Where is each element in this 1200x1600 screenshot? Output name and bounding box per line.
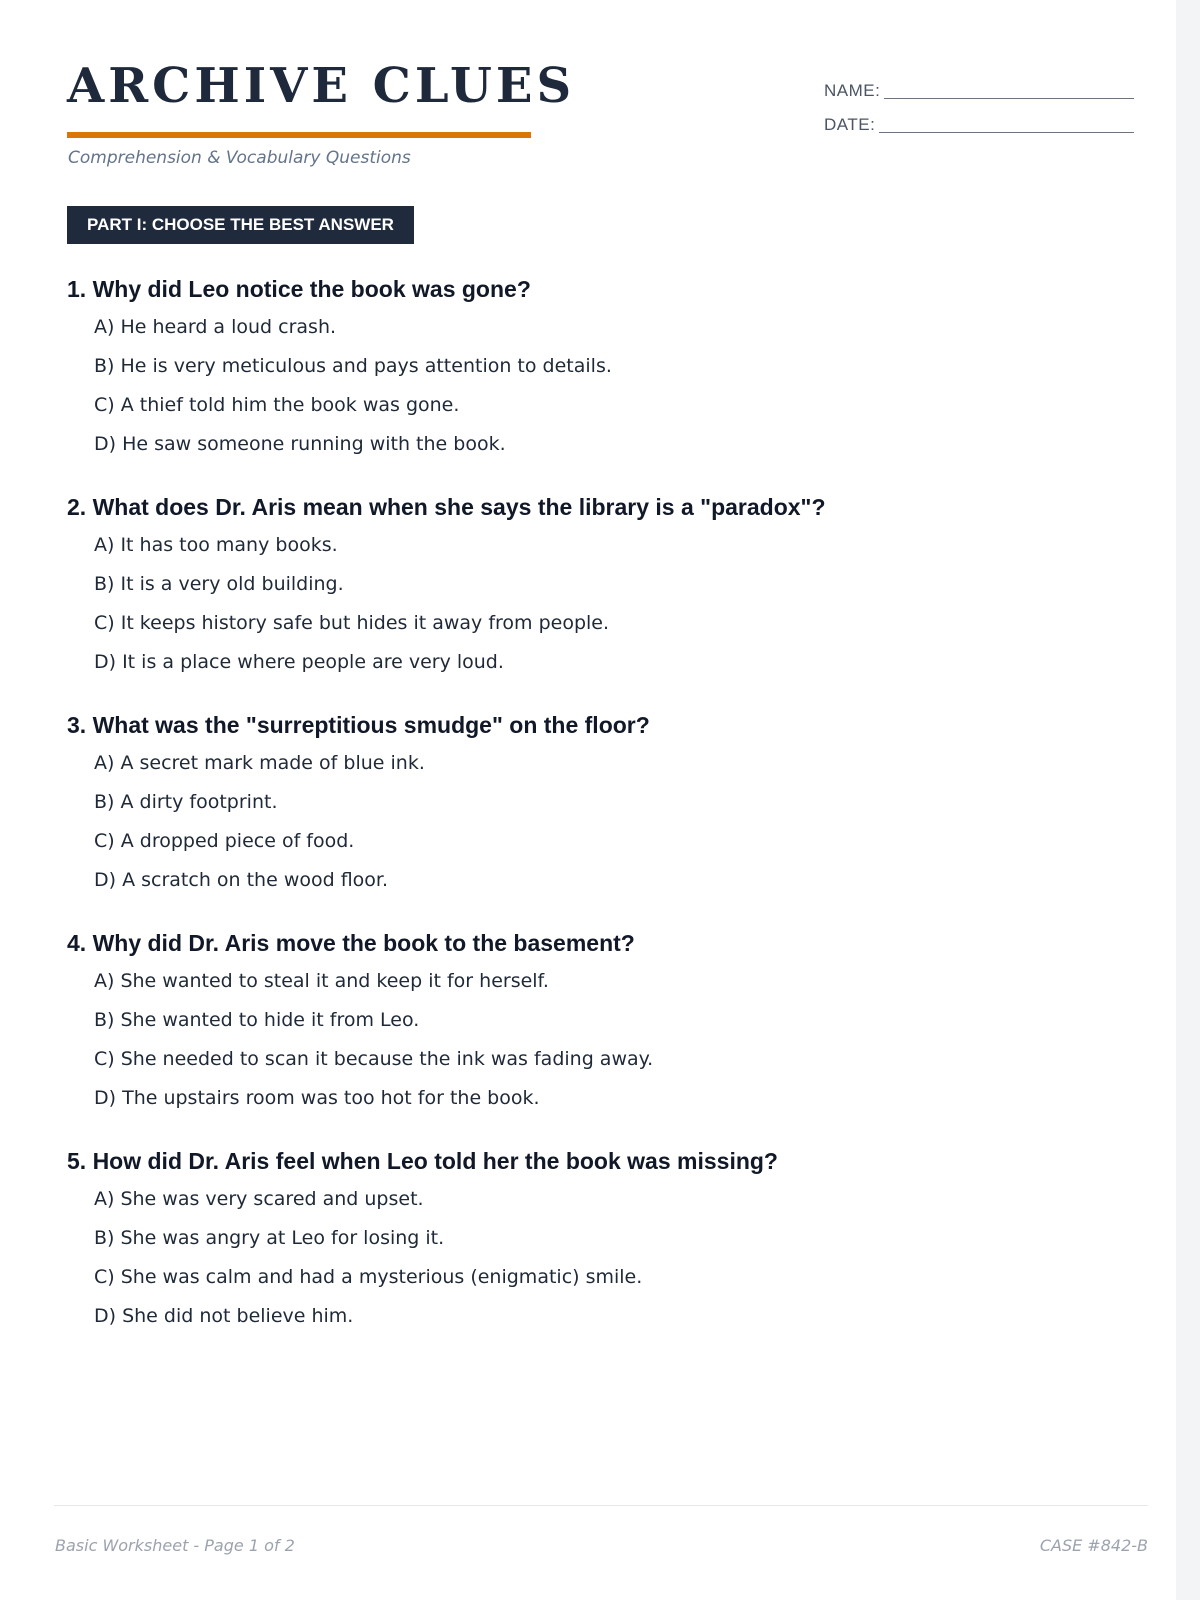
date-field[interactable] <box>824 102 1134 136</box>
answer-option[interactable]: B) It is a very old building. <box>94 573 344 595</box>
answer-option[interactable]: A) It has too many books. <box>94 534 338 556</box>
question-text: 2. What does Dr. Aris mean when she says the library is a "paradox"? <box>67 494 826 520</box>
answer-option[interactable]: B) She wanted to hide it from Leo. <box>94 1009 420 1031</box>
question-5 <box>67 1142 1127 1360</box>
section-heading: PART I: CHOOSE THE BEST ANSWER <box>67 206 414 244</box>
answer-option[interactable]: D) The upstairs room was too hot for the book. <box>94 1087 540 1109</box>
answer-option[interactable]: B) He is very meticulous and pays attention to details. <box>94 355 612 377</box>
case-number: CASE #842-B <box>1039 1536 1148 1555</box>
answer-option[interactable]: D) It is a place where people are very loud. <box>94 651 504 673</box>
footer-divider <box>54 1505 1148 1506</box>
question-text: 1. Why did Leo notice the book was gone? <box>67 276 531 302</box>
question-text: 5. How did Dr. Aris feel when Leo told her the book was missing? <box>67 1148 778 1174</box>
answer-option[interactable]: A) He heard a loud crash. <box>94 316 337 338</box>
page-indicator: Basic Worksheet - Page 1 of 2 <box>55 1536 295 1555</box>
answer-option[interactable]: D) She did not believe him. <box>94 1305 354 1327</box>
question-text: 3. What was the "surreptitious smudge" on the floor? <box>67 712 650 738</box>
answer-option[interactable]: A) A secret mark made of blue ink. <box>94 752 425 774</box>
name-blank-line[interactable] <box>884 97 1134 99</box>
answer-option[interactable]: C) She needed to scan it because the ink was fading away. <box>94 1048 654 1070</box>
answer-option[interactable]: B) She was angry at Leo for losing it. <box>94 1227 445 1249</box>
question-4 <box>67 924 1127 1142</box>
question-2 <box>67 488 1127 706</box>
date-label: DATE: <box>824 115 876 134</box>
answer-option[interactable]: C) A dropped piece of food. <box>94 830 355 852</box>
answer-option[interactable]: A) She was very scared and upset. <box>94 1188 424 1210</box>
worksheet-title: ARCHIVE CLUES <box>67 58 576 114</box>
answer-option[interactable]: C) A thief told him the book was gone. <box>94 394 460 416</box>
question-text: 4. Why did Dr. Aris move the book to the basement? <box>67 930 635 956</box>
name-label: NAME: <box>824 81 881 100</box>
answer-option[interactable]: C) She was calm and had a mysterious (enigmatic) smile. <box>94 1266 643 1288</box>
answer-option[interactable]: C) It keeps history safe but hides it away from people. <box>94 612 610 634</box>
question-list <box>67 270 1127 1360</box>
student-info-fields <box>824 68 1134 136</box>
worksheet-subtitle: Comprehension & Vocabulary Questions <box>68 148 411 168</box>
question-3 <box>67 706 1127 924</box>
question-1 <box>67 270 1127 488</box>
name-field[interactable] <box>824 68 1134 102</box>
title-underline <box>67 132 531 138</box>
answer-option[interactable]: A) She wanted to steal it and keep it for herself. <box>94 970 549 992</box>
date-blank-line[interactable] <box>879 131 1134 133</box>
answer-option[interactable]: B) A dirty footprint. <box>94 791 278 813</box>
answer-option[interactable]: D) He saw someone running with the book. <box>94 433 506 455</box>
title-block <box>67 58 576 114</box>
answer-option[interactable]: D) A scratch on the wood floor. <box>94 869 389 891</box>
